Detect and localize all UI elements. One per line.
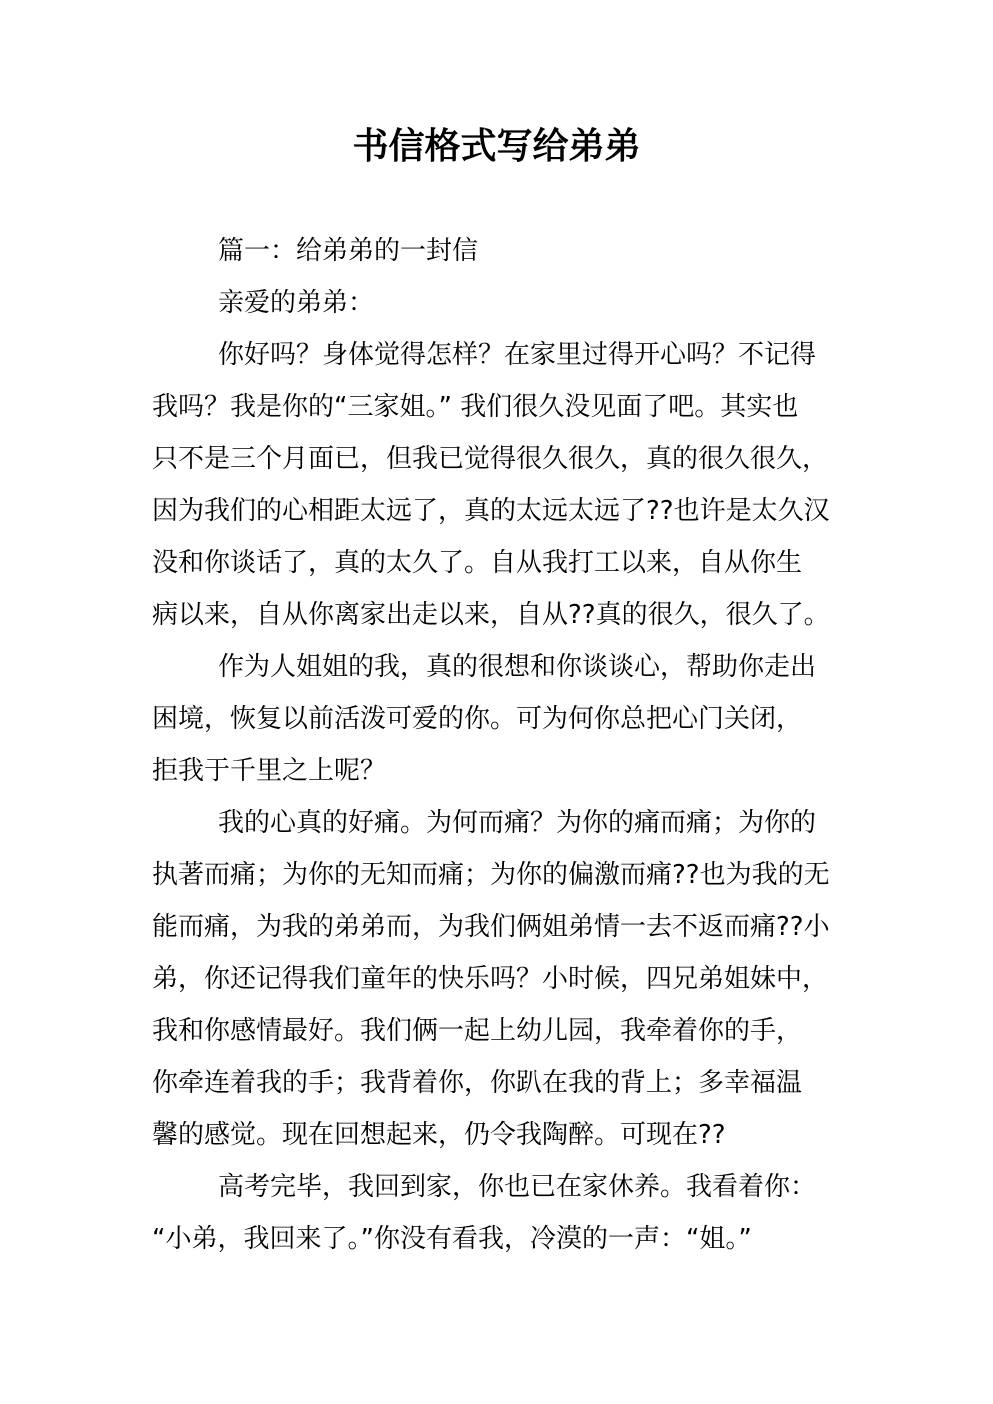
text-line: 你好吗？身体觉得怎样？在家里过得开心吗？不记得	[218, 340, 817, 370]
text-line: 弟，你还记得我们童年的快乐吗？小时候，四兄弟姐妹中，	[152, 964, 829, 994]
text-line: 只不是三个月面已，但我已觉得很久很久，真的很久很久，	[152, 444, 829, 474]
section-heading	[152, 225, 846, 277]
paragraph	[152, 1161, 846, 1265]
text-line: 执著而痛；为你的无知而痛；为你的偏激而痛??也为我的无	[152, 860, 830, 890]
document-title: 书信格式写给弟弟	[352, 126, 641, 167]
text-line: 我和你感情最好。我们俩一起上幼儿园，我牵着你的手，	[152, 1016, 803, 1046]
text-line: 我吗？我是你的“三家姐。” 我们很久没见面了吧。其实也	[152, 392, 799, 422]
text-line: 作为人姐姐的我，真的很想和你谈谈心，帮助你走出	[218, 652, 817, 682]
salutation	[152, 277, 846, 329]
text-line: 我的心真的好痛。为何而痛？为你的痛而痛；为你的	[218, 808, 817, 838]
paragraph	[152, 641, 846, 797]
text-line: 困境，恢复以前活泼可爱的你。可为何你总把心门关闭，	[152, 704, 803, 734]
text-line: 因为我们的心相距太远了，真的太远太远了??也许是太久汉	[152, 496, 830, 526]
text-line: 病以来，自从你离家出走以来，自从??真的很久，很久了。	[152, 600, 830, 630]
text-line: 亲爱的弟弟：	[218, 288, 375, 318]
text-line: “小弟，我回来了。”你没有看我，冷漠的一声：“姐。”	[152, 1224, 752, 1254]
paragraph	[152, 797, 846, 1161]
text-line: 篇一：给弟弟的一封信	[218, 236, 479, 266]
text-line: 拒我于千里之上呢？	[152, 756, 387, 786]
text-line: 没和你谈话了，真的太久了。自从我打工以来，自从你生	[152, 548, 803, 578]
document-body	[152, 225, 846, 1265]
text-line: 高考完毕，我回到家，你也已在家休养。我看着你：	[218, 1172, 817, 1202]
text-line: 馨的感觉。现在回想起来，仍令我陶醉。可现在??	[152, 1120, 726, 1150]
text-line: 你牵连着我的手；我背着你，你趴在我的背上；多幸福温	[152, 1068, 803, 1098]
paragraph	[152, 329, 846, 641]
text-line: 能而痛，为我的弟弟而，为我们俩姐弟情一去不返而痛??小	[152, 912, 830, 942]
